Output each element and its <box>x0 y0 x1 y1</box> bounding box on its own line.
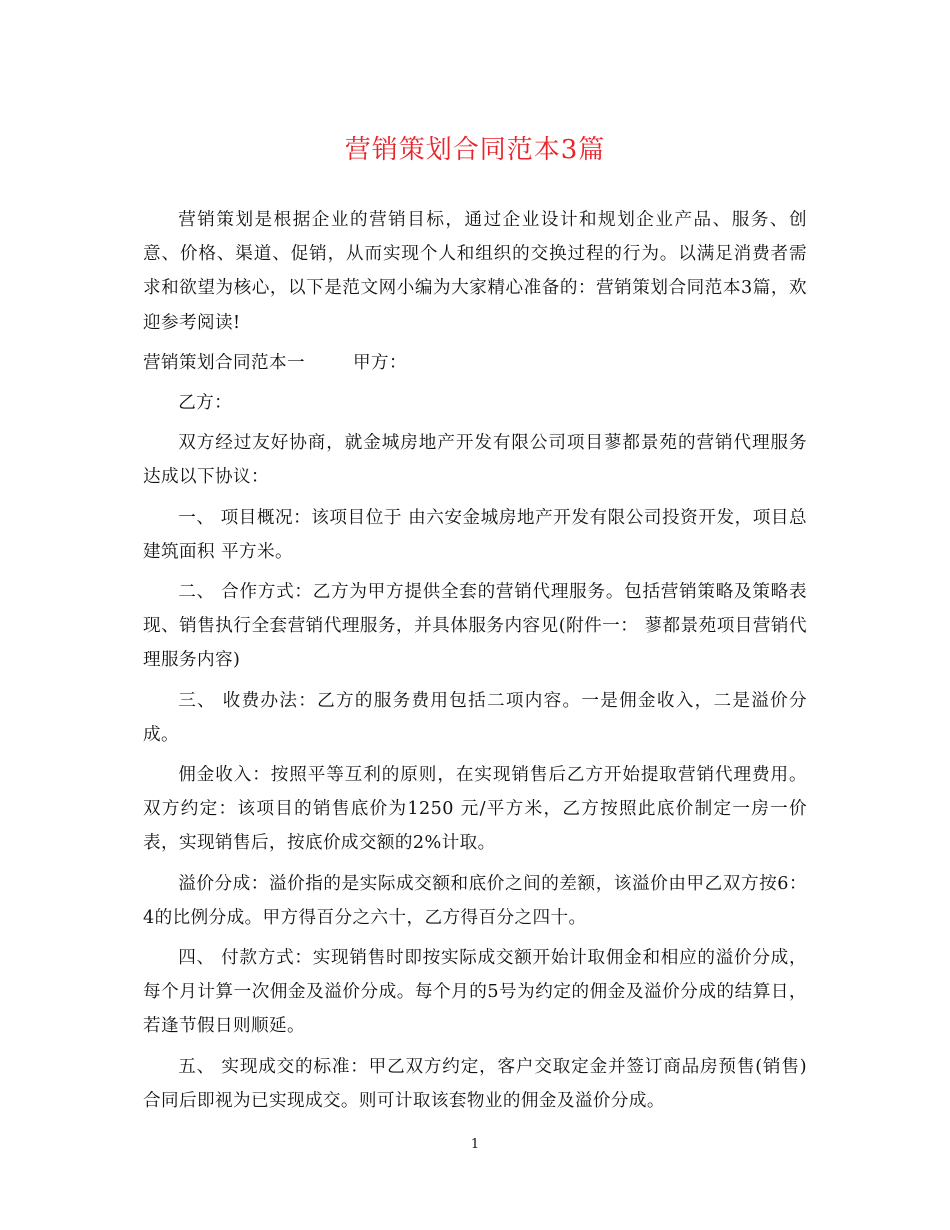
document-title: 营销策划合同范本3篇 <box>344 135 606 165</box>
body-paragraph: 五、 实现成交的标准：甲乙双方约定，客户交取定金并签订商品房预售(销售)合同后即视为已实现成交。则可计取该套物业的佣金及溢价分成。 <box>143 1056 807 1111</box>
document-body <box>143 203 807 1124</box>
body-paragraph: 一、 项目概况：该项目位于 由六安金城房地产开发有限公司投资开发，项目总建筑面积 平方米。 <box>143 507 807 562</box>
body-paragraph: 佣金收入：按照平等互利的原则，在实现销售后乙方开始提取营销代理费用。双方约定：该项目的销售底价为1250 元/平方米，乙方按照此底价制定一房一价表，实现销售后，按底价成交额的2%计取。 <box>143 765 807 854</box>
page-number: 1 <box>470 1137 480 1152</box>
body-paragraph: 二、 合作方式：乙方为甲方提供全套的营销代理服务。包括营销策略及策略表现、销售执行全套营销代理服务，并具体服务内容见(附件一： 蓼都景苑项目营销代理服务内容) <box>143 582 807 671</box>
body-paragraph: 双方经过友好协商，就金城房地产开发有限公司项目蓼都景苑的营销代理服务达成以下协议： <box>143 433 807 488</box>
contract-heading: 营销策划合同范本一 <box>143 352 305 373</box>
party-a-label: 甲方： <box>352 352 407 373</box>
body-paragraph: 溢价分成：溢价指的是实际成交额和底价之间的差额，该溢价由甲乙双方按6：4的比例分成。甲方得百分之六十，乙方得百分之四十。 <box>143 873 807 928</box>
body-paragraph: 三、 收费办法：乙方的服务费用包括二项内容。一是佣金收入，二是溢价分成。 <box>143 690 807 745</box>
intro-paragraph: 营销策划是根据企业的营销目标，通过企业设计和规划企业产品、服务、创意、价格、渠道、促销，从而实现个人和组织的交换过程的行为。以满足消费者需求和欲望为核心，以下是范文网小编为大家精心准备的：营销策划合同范本3篇，欢迎参考阅读! <box>143 210 807 333</box>
contract-heading-line <box>143 346 807 380</box>
party-b-label: 乙方： <box>178 393 233 414</box>
body-paragraph: 四、 付款方式：实现销售时即按实际成交额开始计取佣金和相应的溢价分成，每个月计算一次佣金及溢价分成。每个月的5号为约定的佣金及溢价分成的结算日，若逢节假日则顺延。 <box>143 948 807 1037</box>
